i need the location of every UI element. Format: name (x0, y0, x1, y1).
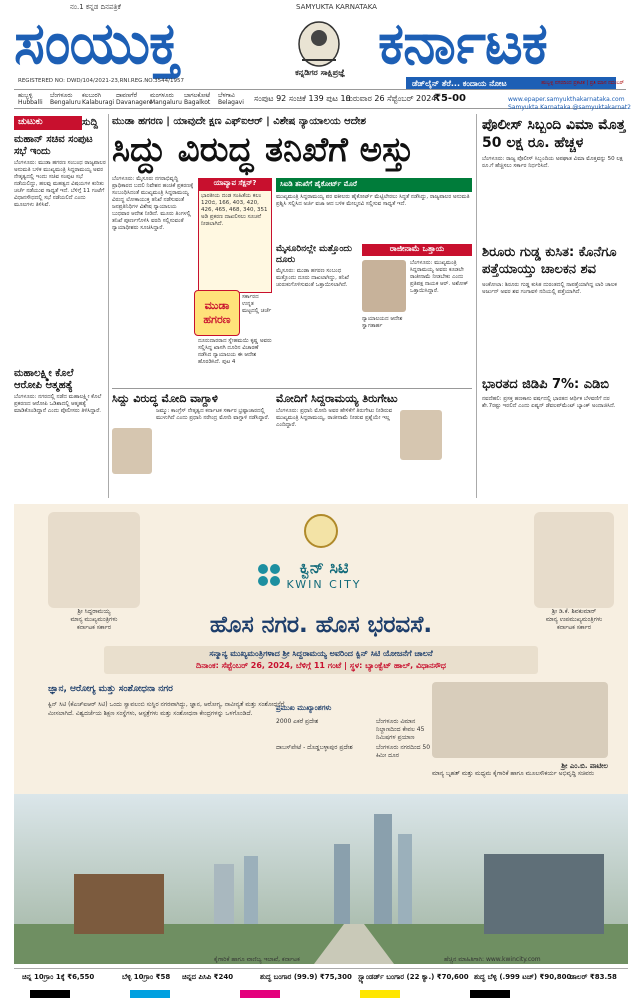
left-story1-headline[interactable]: ಮಹಾನ್ ಸಚಿವ ಸಂಪುಟ ಸಭೆ ಇಂದು (14, 134, 93, 157)
ashok-portrait (362, 260, 406, 312)
modi-portrait (112, 428, 152, 474)
divider (112, 388, 472, 389)
siddaramaiah-portrait (400, 410, 442, 460)
top-center-text: SAMYUKTA KARNATAKA (296, 3, 377, 11)
city-bagalkot: ಬಾಗಲಕೋಟೆ Bagalkot (184, 92, 211, 106)
price: ₹5-00 (434, 93, 466, 104)
sections-box-body: ಭಾರತೀಯ ದಂಡ ಸಂಹಿತೆಯ ಕಲಂ 120ಬಿ, 166, 403, 420, 426, 465, 468, 340, 351 ಅಡಿ ಪ್ರಕರಣ ದಾಖಲಿಸಲು ಸೂಚನೆ ನೀಡಲಾಗಿದೆ. (201, 193, 268, 227)
sub1-body: ಮೈಸೂರು: ಮುಡಾ ಹಗರಣ ಸಂಬಂಧ ಮತ್ತೊಂದು ದೂರು ದಾಖಲಾಗಿದ್ದು, ತನಿಖೆ ಚುರುಕುಗೊಳಿಸುವಂತೆ ಒತ್ತಾಯಿಸಲಾಗಿದೆ. (276, 268, 349, 288)
sub3-headline[interactable]: ಸಿದ್ದು ವಿರುದ್ಧ ಮೋದಿ ವಾಗ್ದಾಳಿ (112, 392, 218, 405)
sections-box-title: ಯಾವ್ಯಾವ ಸೆಕ್ಷನ್? (199, 179, 271, 191)
logo-left: ಸಂಯುಕ್ತ (14, 9, 180, 77)
muda-badge: ಮುಡಾ ಹಗರಣ (194, 290, 240, 336)
city-mangaluru: ಮಂಗಳೂರು Mangaluru (150, 92, 182, 106)
masthead-tagline: ಡೆಡ್‌ಲೈನ್ ತೆರೆ... ಕಂದಾಯ ನೋಟ (406, 77, 616, 90)
emblem-text: ಕನ್ನಡಿಗರ ಸಾಕ್ಷಿಪ್ರಜ್ಞೆ (295, 68, 345, 77)
sub2-kicker: ರಾಜೀನಾಮೆ ಒತ್ತಾಯ (362, 244, 472, 256)
rate-dollar: ಡಾಲರ್ ₹83.58 (570, 973, 617, 981)
sub3-body: ಜಮ್ಮು: ಕಾಂಗ್ರೆಸ್ ನೇತೃತ್ವದ ಕರ್ನಾಟಕ ಸರ್ಕಾರ ಭ್ರಷ್ಟಾಚಾರದಲ್ಲಿ ಮುಳುಗಿದೆ ಎಂದು ಪ್ರಧಾನಿ ನರೇಂದ್ರ ಮೋದಿ ವಾಗ್ದಾಳಿ ನಡೆಸಿದ್ದಾರೆ. (156, 408, 270, 421)
issue-date: ಗುರುವಾರ 26 ಸೆಪ್ಟೆಂಬರ್ 2024 (346, 94, 437, 103)
feature-item: 2000 ಎಕರೆ ಪ್ರದೇಶ (276, 718, 319, 725)
left-story1-body: ಬೆಂಗಳೂರು: ಮುಡಾ ಹಗರಣ ಸಂಬಂಧ ರಾಜ್ಯಪಾಲರ ಅನುಮತಿ ಬಳಿಕ ಮುಖ್ಯಮಂತ್ರಿ ಸಿದ್ದರಾಮಯ್ಯ ಅವರ ನೇತೃತ್ವದಲ್ಲಿ ಇಂದು ಸಚಿವ ಸಂಪುಟ ಸಭೆ ನಡೆಯಲಿದ್ದು, ಹಲವು ಮಹತ್ವದ ವಿಷಯಗಳ ಕುರಿತು ಚರ್ಚೆ ನಡೆಯುವ ಸಾಧ್ಯತೆ ಇದೆ. ಬೆಳಿಗ್ಗೆ 11 ಗಂಟೆಗೆ ವಿಧಾನಸೌಧದಲ್ಲಿ ಸಭೆ ನಡೆಯಲಿದೆ ಎಂದು ಮೂಲಗಳು ತಿಳಿಸಿವೆ. (14, 160, 106, 208)
right-story3-body: ನವದೆಹಲಿ: ಪ್ರಸಕ್ತ ಹಣಕಾಸು ವರ್ಷದಲ್ಲಿ ಭಾರತದ ಆರ್ಥಿಕ ಬೆಳವಣಿಗೆ ದರ ಶೇ.7ರಷ್ಟು ಇರಲಿದೆ ಎಂದು ಏಷ್ಯನ್ ಡೆವಲಪ್‌ಮೆಂಟ್ ಬ್ಯಾಂಕ್ ಅಂದಾಜಿಸಿದೆ. (482, 396, 616, 409)
city-skyline-image (14, 794, 628, 964)
registration-number: REGISTERED NO: DWD/104/2021-23,RNI.REG.NO.3544/1957 (18, 78, 185, 84)
feature-item: ಬೆಂಗಳೂರು ನಗರದಿಂದ 50 ಕಿಮೀ ದೂರ (376, 744, 431, 759)
sub2-body-2: ನ್ಯಾಯಾಲಯದ ಆದೇಶ ಸ್ವಾಗತಾರ್ಹ (362, 316, 403, 329)
dcm-caption: ಶ್ರೀ ಡಿ.ಕೆ. ಶಿವಕುಮಾರ್ ಮಾನ್ಯ ಉಪಮುಖ್ಯಮಂತ್ರಿಗಳು ಕರ್ನಾಟಕ ಸರ್ಕಾರ (545, 608, 603, 631)
ad-left-title: ಜ್ಞಾನ, ಆರೋಗ್ಯ ಮತ್ತು ಸಂಶೋಧನಾ ನಗರ (48, 684, 173, 694)
ad-patil-photo (432, 682, 608, 758)
government-seal-icon (304, 514, 338, 548)
right-story3-headline[interactable]: ಭಾರತದ ಜಿಡಿಪಿ 7%: ಎಡಿಬಿ (482, 377, 610, 392)
briefs-label-2: ಸುದ್ದಿ (82, 117, 98, 128)
market-rates-bar (14, 968, 628, 984)
left-story2-headline[interactable]: ಮಹಾಲಕ್ಷ್ಮೀ ಕೊಲೆ ಆರೋಪಿ ಆತ್ಮಹತ್ಯೆ (14, 368, 74, 391)
right-story1-body: ಬೆಂಗಳೂರು: ರಾಜ್ಯ ಪೊಲೀಸ್ ಸಿಬ್ಬಂದಿಯ ಅಪಘಾತ ವಿಮಾ ಮೊತ್ತವನ್ನು 50 ಲಕ್ಷ ರೂ.ಗೆ ಹೆಚ್ಚಿಸಲು ಸರ್ಕಾರ ನಿರ್ಧರಿಸಿದೆ. (482, 156, 623, 169)
city-hubballi: ಹುಬ್ಬಳ್ಳಿ Hubballi (18, 92, 43, 106)
sub4-headline[interactable]: ಮೋದಿಗೆ ಸಿದ್ದರಾಮಯ್ಯ ತಿರುಗೇಟು (276, 392, 398, 405)
ad-invite: ಸನ್ಮಾನ್ಯ ಮುಖ್ಯಮಂತ್ರಿಗಳಾದ ಶ್ರೀ ಸಿದ್ದರಾಮಯ್ಯ ಅವರಿಂದ ಕ್ವಿನ್ ಸಿಟಿ ಯೋಜನೆಗೆ ಚಾಲನೆ ದಿನಾಂಕ: ಸೆಪ್ಟೆಂಬರ್ 26, 2024, ಬೆಳಿಗ್ಗೆ 11 ಗಂಟೆ | ಸ್ಥಳ: ಬ್ಯಾಂಕ್ವೆಟ್ ಹಾಲ್, ವಿಧಾನಸೌಧ (104, 646, 538, 674)
main-body-2: ಸರ್ಕಾರದ ಉನ್ನತ ಮಟ್ಟದಲ್ಲಿ ಚರ್ಚೆ (242, 294, 272, 314)
kwin-city-brand: ಕ್ವಿನ್ ಸಿಟಿ KWIN CITY (286, 558, 362, 591)
sub4-body: ಬೆಂಗಳೂರು: ಪ್ರಧಾನಿ ಮೋದಿ ಅವರ ಹೇಳಿಕೆಗೆ ತಿರುಗೇಟು ನೀಡಿರುವ ಮುಖ್ಯಮಂತ್ರಿ ಸಿದ್ದರಾಮಯ್ಯ, ರಾಜೀನಾಮೆ ನೀಡುವ ಪ್ರಶ್ನೆಯೇ ಇಲ್ಲ ಎಂದಿದ್ದಾರೆ. (276, 408, 393, 428)
issue: ಸಂಚಿಕೆ 139 (288, 94, 324, 103)
city-belagavi: ಬೆಳಗಾವಿ Belagavi (218, 92, 244, 106)
city-davanagere: ದಾವಣಗೆರೆ Davanagere (116, 92, 153, 106)
dcm-photo (534, 512, 614, 608)
kwin-city-advertisement[interactable]: ಶ್ರೀ ಸಿದ್ದರಾಮಯ್ಯ ಮಾನ್ಯ ಮುಖ್ಯಮಂತ್ರಿಗಳು ಕರ್ನಾಟಕ ಸರ್ಕಾರ ಶ್ರೀ ಡಿ.ಕೆ. ಶಿವಕುಮಾರ್ ಮಾನ್ಯ ಉಪಮುಖ್ಯಮಂತ್ರಿಗಳು ಕರ್ನಾಟಕ ಸರ್ಕಾರ ಕ್ವಿನ್ ಸಿಟಿ KWIN CITY ಹೊಸ ನಗರ. ಹೊಸ ಭರವಸೆ. ಸನ್ಮಾನ್ಯ ಮುಖ್ಯಮಂತ್ರಿಗಳಾದ ಶ್ರೀ ಸಿದ್ದರಾಮಯ್ಯ ಅವರಿಂದ ಕ್ವಿನ್ ಸಿಟಿ ಯೋಜನೆಗೆ ಚಾಲನೆ ದಿನಾಂಕ: ಸೆಪ್ಟೆಂಬರ್ 26, 2024, ಬೆಳಿಗ್ಗೆ 11 ಗಂಟೆ | ಸ್ಥಳ: ಬ್ಯಾಂಕ್ವೆಟ್ ಹಾಲ್, ವಿಧಾನಸೌಧ ಜ್ಞಾನ, ಆರೋಗ್ಯ ಮತ್ತು ಸಂಶೋಧನಾ ನಗರ ಕ್ವಿನ್ ಸಿಟಿ (ಕೆಎಚ್‌ಐಆರ್ ಸಿಟಿ) ಒಂದು ಸ್ವಾವಲಂಬಿ ಸುಸ್ಥಿರ ನಗರವಾಗಿದ್ದು, ಜ್ಞಾನ, ಆರೋಗ್ಯ, ನಾವೀನ್ಯತೆ ಮತ್ತು ಸಂಶೋಧನೆಗೆ ಮೀಸಲಾಗಿದೆ. ವಿಶ್ವದರ್ಜೆಯ ಶಿಕ್ಷಣ ಸಂಸ್ಥೆಗಳು, ಆಸ್ಪತ್ರೆಗಳು ಮತ್ತು ಸಂಶೋಧನಾ ಕೇಂದ್ರಗಳನ್ನು ಒಳಗೊಂಡಿದೆ. ಪ್ರಮುಖ ಮುಖ್ಯಾಂಶಗಳು 2000 ಎಕರೆ ಪ್ರದೇಶ ಬೆಂಗಳೂರು ವಿಮಾನ ನಿಲ್ದಾಣದಿಂದ ಕೇವಲ 45 ನಿಮಿಷಗಳ ಪ್ರಯಾಣ ದಾಬಸ್‌ಪೇಟೆ - ದೊಡ್ಡಬಳ್ಳಾಪುರ ಪ್ರದೇಶ ಬೆಂಗಳೂರು ನಗರದಿಂದ 50 ಕಿಮೀ ದೂರ ಶ್ರೀ ಎಂ.ಬಿ. ಪಾಟೀಲ ಮಾನ್ಯ ಬೃಹತ್ ಮತ್ತು ಮಧ್ಯಮ ಕೈಗಾರಿಕೆ ಹಾಗೂ ಮೂಲಸೌಕರ್ಯ ಅಭಿವೃದ್ಧಿ ಸಚಿವರು ಕೈಗಾರಿಕೆ ಹಾಗೂ ವಾಣಿಜ್ಯ ಇಲಾಖೆ, ಕರ್ನಾಟಕ ಹೆಚ್ಚಿನ ಮಾಹಿತಿಗಾಗಿ: www.kwincity.com (14, 504, 628, 964)
left-story2-body: ಬೆಂಗಳೂರು: ನಗರದಲ್ಲಿ ನಡೆದ ಮಹಾಲಕ್ಷ್ಮೀ ಕೊಲೆ ಪ್ರಕರಣದ ಆರೋಪಿ ಒಡಿಶಾದಲ್ಲಿ ಆತ್ಮಹತ್ಯೆ ಮಾಡಿಕೊಂಡಿದ್ದಾನೆ ಎಂದು ಪೊಲೀಸರು ತಿಳಿಸಿದ್ದಾರೆ. (14, 394, 102, 414)
green-bar-body: ಮುಖ್ಯಮಂತ್ರಿ ಸಿದ್ದರಾಮಯ್ಯ ಪರ ವಕೀಲರು ಹೈಕೋರ್ಟ್ ಮೆಟ್ಟಿಲೇರಲು ಸಿದ್ಧತೆ ನಡೆಸಿದ್ದು, ರಾಜ್ಯಪಾಲರ ಅನುಮತಿ ಪ್ರಶ್ನಿಸಿ ಸಲ್ಲಿಸಿದ ಅರ್ಜಿ ವಜಾ ಆದ ಬಳಿಕ ಮೇಲ್ಮನವಿ ಸಲ್ಲಿಸುವ ಸಾಧ್ಯತೆ ಇದೆ. (276, 194, 470, 207)
cm-caption: ಶ್ರೀ ಸಿದ್ದರಾಮಯ್ಯ ಮಾನ್ಯ ಮುಖ್ಯಮಂತ್ರಿಗಳು ಕರ್ನಾಟಕ ಸರ್ಕಾರ (70, 608, 118, 631)
main-kicker: ಮುಡಾ ಹಗರಣ | ಯಾವುದೇ ಕ್ಷಣ ಎಫ್‌ಐಆರ್ | ವಿಶೇಷ ನ್ಯಾಯಾಲಯ ಆದೇಶ (112, 116, 366, 127)
main-body-3: ದೂರುದಾರರಾದ ಸ್ನೇಹಮಯಿ ಕೃಷ್ಣ ಅವರು ಸಲ್ಲಿಸಿದ್ದ ಖಾಸಗಿ ದೂರಿನ ವಿಚಾರಣೆ ನಡೆಸಿದ ನ್ಯಾಯಾಲಯ ಈ ಆದೇಶ ಹೊರಡಿಸಿದೆ. ಪುಟ 4 (198, 338, 272, 365)
rate-gold-pcp: ಚಿನ್ನದ ಪಿಸಿಪಿ ₹240 (182, 973, 234, 981)
city-kalaburagi: ಕಲಬುರಗಿ Kalaburagi (82, 92, 115, 106)
main-headline[interactable]: ಸಿದ್ದು ವಿರುದ್ಧ ತನಿಖೆಗೆ ಅಸ್ತು (112, 130, 414, 170)
logo-right: ಕರ್ನಾಟಕ (378, 9, 547, 77)
main-body-1: ಬೆಂಗಳೂರು: ಮೈಸೂರು ನಗರಾಭಿವೃದ್ಧಿ ಪ್ರಾಧಿಕಾರದ ಬದಲಿ ನಿವೇಶನ ಹಂಚಿಕೆ ಪ್ರಕರಣಕ್ಕೆ ಸಂಬಂಧಿಸಿದಂತೆ ಮುಖ್ಯಮಂತ್ರಿ ಸಿದ್ದರಾಮಯ್ಯ ವಿರುದ್ಧ ಲೋಕಾಯುಕ್ತ ತನಿಖೆ ನಡೆಸುವಂತೆ ಜನಪ್ರತಿನಿಧಿಗಳ ವಿಶೇಷ ನ್ಯಾಯಾಲಯ ಬುಧವಾರ ಆದೇಶ ನೀಡಿದೆ. ಮೂರು ತಿಂಗಳಲ್ಲಿ ತನಿಖೆ ಪೂರ್ಣಗೊಳಿಸಿ ವರದಿ ಸಲ್ಲಿಸುವಂತೆ ನ್ಯಾಯಾಧೀಶರು ಸೂಚಿಸಿದ್ದಾರೆ. (112, 176, 194, 231)
color-registration-strip (0, 986, 640, 1002)
briefs-label: ಚುಟುಕು (14, 116, 82, 130)
rate-standard-gold: ಸ್ಟ್ಯಾಂಡರ್ಡ್ ಬಂಗಾರ (22 ಕ್ಯಾ.) ₹70,600 (358, 973, 469, 981)
cm-photo (48, 512, 140, 608)
right-story1-headline[interactable]: ಪೊಲೀಸ್ ಸಿಬ್ಬಂದಿ ವಿಮಾ ಮೊತ್ತ 50 ಲಕ್ಷ ರೂ. ಹೆಚ್ಚಳ (482, 117, 626, 151)
sub2-body: ಬೆಂಗಳೂರು: ಮುಖ್ಯಮಂತ್ರಿ ಸಿದ್ದರಾಮಯ್ಯ ಅವರು ಕೂಡಲೇ ರಾಜೀನಾಮೆ ನೀಡಬೇಕು ಎಂದು ಪ್ರತಿಪಕ್ಷ ನಾಯಕ ಆರ್. ಅಶೋಕ್ ಒತ್ತಾಯಿಸಿದ್ದಾರೆ. (410, 260, 469, 294)
ad-features: ಪ್ರಮುಖ ಮುಖ್ಯಾಂಶಗಳು 2000 ಎಕರೆ ಪ್ರದೇಶ ಬೆಂಗಳೂರು ವಿಮಾನ ನಿಲ್ದಾಣದಿಂದ ಕೇವಲ 45 ನಿಮಿಷಗಳ ಪ್ರಯಾಣ ದಾಬಸ್‌ಪೇಟೆ - ದೊಡ್ಡಬಳ್ಳಾಪುರ ಪ್ರದೇಶ ಬೆಂಗಳೂರು ನಗರದಿಂದ 50 ಕಿಮೀ ದೂರ (276, 704, 486, 804)
volume: ಸಂಪುಟ 92 (254, 94, 287, 103)
column-divider (108, 114, 109, 498)
column-divider (476, 114, 477, 498)
edition-info (254, 94, 351, 104)
ad-left-body: ಕ್ವಿನ್ ಸಿಟಿ (ಕೆಎಚ್‌ಐಆರ್ ಸಿಟಿ) ಒಂದು ಸ್ವಾವಲಂಬಿ ಸುಸ್ಥಿರ ನಗರವಾಗಿದ್ದು, ಜ್ಞಾನ, ಆರೋಗ್ಯ, ನಾವೀನ್ಯತೆ ಮತ್ತು ಸಂಶೋಧನೆಗೆ ಮೀಸಲಾಗಿದೆ. ವಿಶ್ವದರ್ಜೆಯ ಶಿಕ್ಷಣ ಸಂಸ್ಥೆಗಳು, ಆಸ್ಪತ್ರೆಗಳು ಮತ್ತು ಸಂಶೋಧನಾ ಕೇಂದ್ರಗಳನ್ನು ಒಳಗೊಂಡಿದೆ. (48, 701, 285, 717)
rate-gold: ಚಿನ್ನ 10ಗ್ರಾಂ 1ಕ್ಕೆ ₹6,550 (22, 973, 95, 981)
right-story2-body: ಅಂಕೋಲಾ: ಶಿರೂರು ಗುಡ್ಡ ಕುಸಿತ ದುರಂತದಲ್ಲಿ ನಾಪತ್ತೆಯಾಗಿದ್ದ ಲಾರಿ ಚಾಲಕ ಅರ್ಜುನ್ ಅವರ ಶವ ಗಂಗಾವಳಿ ನದಿಯಲ್ಲಿ ಪತ್ತೆಯಾಗಿದೆ. (482, 282, 617, 295)
top-left-text: ನಂ.1 ಕನ್ನಡ ದಿನಪತ್ರಿಕೆ (70, 3, 121, 11)
green-bar-title: ಸಿಐಡಿ ತನಿಖೆಗೆ ಹೈಕೋರ್ಟ್ ಮೊರೆ (276, 178, 472, 192)
feature-item: ದಾಬಸ್‌ಪೇಟೆ - ದೊಡ್ಡಬಳ್ಳಾಪುರ ಪ್ರದೇಶ (276, 744, 353, 751)
ad-patil-caption: ಶ್ರೀ ಎಂ.ಬಿ. ಪಾಟೀಲ ಮಾನ್ಯ ಬೃಹತ್ ಮತ್ತು ಮಧ್ಯಮ ಕೈಗಾರಿಕೆ ಹಾಗೂ ಮೂಲಸೌಕರ್ಯ ಅಭಿವೃದ್ಧಿ ಸಚಿವರು (432, 762, 608, 777)
pages: ಪುಟ 10 (326, 94, 351, 103)
rate-pure-silver: ಶುದ್ಧ ಬೆಳ್ಳಿ (.999 ಟಚ್) ₹90,800 (474, 973, 572, 981)
city-bengaluru: ಬೆಂಗಳೂರು Bengaluru (50, 92, 81, 106)
right-story2-headline[interactable]: ಶಿರೂರು ಗುಡ್ಡ ಕುಸಿತ: ಕೊನೆಗೂ ಪತ್ತೆಯಾಯ್ತು ಚಾಲಕನ ಶವ (482, 245, 617, 277)
ad-tagline: ಹೊಸ ನಗರ. ಹೊಸ ಭರವಸೆ. (209, 612, 433, 638)
sections-box (198, 178, 272, 293)
social-handles[interactable]: Samyukta Karnataka @samyuktakarnat2 (508, 104, 631, 111)
emblem-icon (288, 16, 350, 68)
rate-silver: ಬೆಳ್ಳಿ 10ಗ್ರಾಂ ₹58 (122, 973, 171, 981)
masthead-right-info: ಹುಬ್ಬಳ್ಳಿ ನಗರದಿಂದ ಪ್ರಕಟಿತ | ಪ್ರತಿ ಮಾಸ ನವಂಬರ್ (541, 80, 624, 86)
sub1-headline[interactable]: ಮೈಸೂರಿನಲ್ಲೇ ಮತ್ತೊಂದು ದೂರು (276, 244, 352, 265)
rate-pure-gold: ಶುದ್ಧ ಬಂಗಾರ (99.9) ₹75,300 (260, 973, 352, 981)
feature-item: ಬೆಂಗಳೂರು ವಿಮಾನ ನಿಲ್ದಾಣದಿಂದ ಕೇವಲ 45 ನಿಮಿಷಗಳ ಪ್ರಯಾಣ (376, 718, 425, 741)
website-link[interactable]: www.epaper.samyukthakarnataka.com (508, 96, 625, 103)
